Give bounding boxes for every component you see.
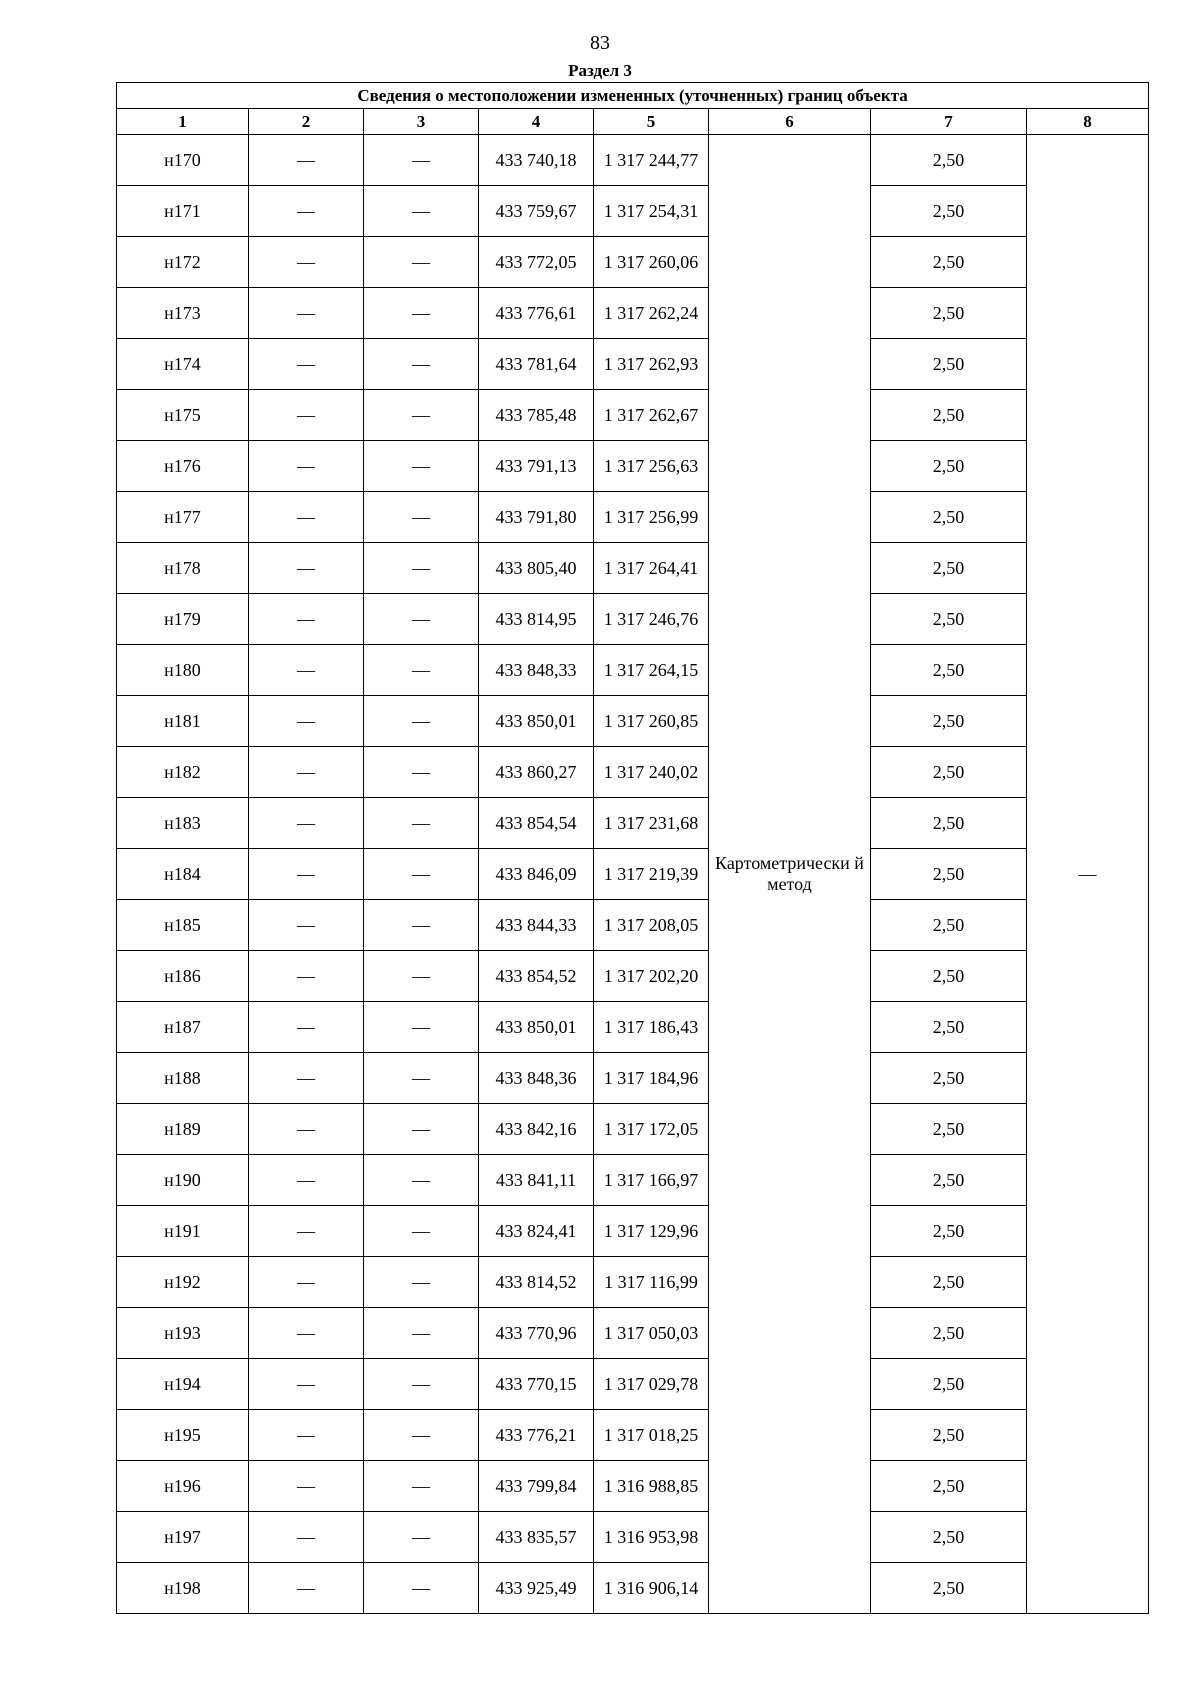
- col2-cell: —: [249, 798, 364, 849]
- accuracy-cell: 2,50: [871, 594, 1027, 645]
- accuracy-cell: 2,50: [871, 1104, 1027, 1155]
- accuracy-cell: 2,50: [871, 645, 1027, 696]
- y-coordinate-cell: 1 317 186,43: [594, 1002, 709, 1053]
- table-row: [117, 543, 1149, 594]
- col2-cell: —: [249, 1206, 364, 1257]
- point-cell: н175: [117, 390, 249, 441]
- x-coordinate-cell: 433 772,05: [479, 237, 594, 288]
- col2-cell: —: [249, 543, 364, 594]
- point-cell: н193: [117, 1308, 249, 1359]
- x-coordinate-cell: 433 925,49: [479, 1563, 594, 1614]
- col3-cell: —: [364, 900, 479, 951]
- table-row: [117, 288, 1149, 339]
- table-row: [117, 237, 1149, 288]
- x-coordinate-cell: 433 841,11: [479, 1155, 594, 1206]
- col2-cell: —: [249, 1155, 364, 1206]
- column-number: 7: [871, 109, 1027, 135]
- x-coordinate-cell: 433 854,54: [479, 798, 594, 849]
- col3-cell: —: [364, 798, 479, 849]
- y-coordinate-cell: 1 317 260,06: [594, 237, 709, 288]
- table-row: [117, 1002, 1149, 1053]
- col3-cell: —: [364, 849, 479, 900]
- col2-cell: —: [249, 390, 364, 441]
- y-coordinate-cell: 1 317 184,96: [594, 1053, 709, 1104]
- col3-cell: —: [364, 1461, 479, 1512]
- y-coordinate-cell: 1 317 254,31: [594, 186, 709, 237]
- point-cell: н185: [117, 900, 249, 951]
- point-cell: н179: [117, 594, 249, 645]
- col3-cell: —: [364, 696, 479, 747]
- col2-cell: —: [249, 849, 364, 900]
- col3-cell: —: [364, 1002, 479, 1053]
- point-cell: н171: [117, 186, 249, 237]
- accuracy-cell: 2,50: [871, 1512, 1027, 1563]
- y-coordinate-cell: 1 317 231,68: [594, 798, 709, 849]
- accuracy-cell: 2,50: [871, 135, 1027, 186]
- col3-cell: —: [364, 339, 479, 390]
- point-cell: н196: [117, 1461, 249, 1512]
- y-coordinate-cell: 1 317 244,77: [594, 135, 709, 186]
- column-number: 6: [709, 109, 871, 135]
- x-coordinate-cell: 433 814,52: [479, 1257, 594, 1308]
- y-coordinate-cell: 1 317 262,24: [594, 288, 709, 339]
- table-row: [117, 135, 1149, 186]
- col2-cell: —: [249, 1104, 364, 1155]
- accuracy-cell: 2,50: [871, 492, 1027, 543]
- table-row: [117, 951, 1149, 1002]
- y-coordinate-cell: 1 317 029,78: [594, 1359, 709, 1410]
- point-cell: н172: [117, 237, 249, 288]
- table-row: [117, 900, 1149, 951]
- point-cell: н192: [117, 1257, 249, 1308]
- col2-cell: —: [249, 1461, 364, 1512]
- accuracy-cell: 2,50: [871, 1359, 1027, 1410]
- x-coordinate-cell: 433 785,48: [479, 390, 594, 441]
- accuracy-cell: 2,50: [871, 1308, 1027, 1359]
- method-cell: Картометрически й метод: [709, 135, 871, 1614]
- column-number: 5: [594, 109, 709, 135]
- accuracy-cell: 2,50: [871, 1257, 1027, 1308]
- point-cell: н198: [117, 1563, 249, 1614]
- col2-cell: —: [249, 1410, 364, 1461]
- y-coordinate-cell: 1 316 988,85: [594, 1461, 709, 1512]
- col2-cell: —: [249, 492, 364, 543]
- point-cell: н186: [117, 951, 249, 1002]
- x-coordinate-cell: 433 770,15: [479, 1359, 594, 1410]
- y-coordinate-cell: 1 317 262,67: [594, 390, 709, 441]
- point-cell: н180: [117, 645, 249, 696]
- x-coordinate-cell: 433 759,67: [479, 186, 594, 237]
- col3-cell: —: [364, 1206, 479, 1257]
- col8-cell: —: [1027, 135, 1149, 1614]
- table-row: [117, 1308, 1149, 1359]
- y-coordinate-cell: 1 317 018,25: [594, 1410, 709, 1461]
- x-coordinate-cell: 433 791,80: [479, 492, 594, 543]
- y-coordinate-cell: 1 317 256,99: [594, 492, 709, 543]
- col3-cell: —: [364, 1563, 479, 1614]
- point-cell: н177: [117, 492, 249, 543]
- y-coordinate-cell: 1 317 260,85: [594, 696, 709, 747]
- y-coordinate-cell: 1 317 240,02: [594, 747, 709, 798]
- table-row: [117, 1410, 1149, 1461]
- point-cell: н191: [117, 1206, 249, 1257]
- accuracy-cell: 2,50: [871, 390, 1027, 441]
- accuracy-cell: 2,50: [871, 951, 1027, 1002]
- y-coordinate-cell: 1 317 129,96: [594, 1206, 709, 1257]
- point-cell: н181: [117, 696, 249, 747]
- col3-cell: —: [364, 288, 479, 339]
- accuracy-cell: 2,50: [871, 1461, 1027, 1512]
- col3-cell: —: [364, 237, 479, 288]
- col2-cell: —: [249, 696, 364, 747]
- column-number: 1: [117, 109, 249, 135]
- y-coordinate-cell: 1 317 202,20: [594, 951, 709, 1002]
- point-cell: н194: [117, 1359, 249, 1410]
- table-caption: Сведения о местоположении измененных (уточненных) границ объекта: [117, 83, 1149, 109]
- col2-cell: —: [249, 288, 364, 339]
- accuracy-cell: 2,50: [871, 186, 1027, 237]
- table-row: [117, 849, 1149, 900]
- section-title: Раздел 3: [568, 61, 632, 80]
- x-coordinate-cell: 433 770,96: [479, 1308, 594, 1359]
- table-row: [117, 339, 1149, 390]
- col3-cell: —: [364, 951, 479, 1002]
- point-cell: н190: [117, 1155, 249, 1206]
- table-row: [117, 1257, 1149, 1308]
- point-cell: н170: [117, 135, 249, 186]
- point-cell: н182: [117, 747, 249, 798]
- x-coordinate-cell: 433 781,64: [479, 339, 594, 390]
- x-coordinate-cell: 433 740,18: [479, 135, 594, 186]
- col3-cell: —: [364, 186, 479, 237]
- col2-cell: —: [249, 1359, 364, 1410]
- y-coordinate-cell: 1 317 219,39: [594, 849, 709, 900]
- table-row: [117, 1359, 1149, 1410]
- col3-cell: —: [364, 1155, 479, 1206]
- x-coordinate-cell: 433 844,33: [479, 900, 594, 951]
- col3-cell: —: [364, 645, 479, 696]
- table-row: [117, 390, 1149, 441]
- col3-cell: —: [364, 1410, 479, 1461]
- y-coordinate-cell: 1 317 116,99: [594, 1257, 709, 1308]
- col3-cell: —: [364, 1308, 479, 1359]
- point-cell: н188: [117, 1053, 249, 1104]
- col2-cell: —: [249, 1563, 364, 1614]
- x-coordinate-cell: 433 850,01: [479, 1002, 594, 1053]
- table-row: [117, 696, 1149, 747]
- table-row: [117, 747, 1149, 798]
- y-coordinate-cell: 1 317 172,05: [594, 1104, 709, 1155]
- column-number-row: [117, 109, 1149, 135]
- accuracy-cell: 2,50: [871, 900, 1027, 951]
- accuracy-cell: 2,50: [871, 1155, 1027, 1206]
- x-coordinate-cell: 433 835,57: [479, 1512, 594, 1563]
- point-cell: н174: [117, 339, 249, 390]
- col2-cell: —: [249, 135, 364, 186]
- x-coordinate-cell: 433 776,61: [479, 288, 594, 339]
- x-coordinate-cell: 433 805,40: [479, 543, 594, 594]
- col2-cell: —: [249, 900, 364, 951]
- column-number: 2: [249, 109, 364, 135]
- col3-cell: —: [364, 390, 479, 441]
- table-row: [117, 1512, 1149, 1563]
- y-coordinate-cell: 1 317 264,41: [594, 543, 709, 594]
- accuracy-cell: 2,50: [871, 798, 1027, 849]
- column-number: 3: [364, 109, 479, 135]
- x-coordinate-cell: 433 854,52: [479, 951, 594, 1002]
- x-coordinate-cell: 433 814,95: [479, 594, 594, 645]
- col2-cell: —: [249, 339, 364, 390]
- column-number: 8: [1027, 109, 1149, 135]
- table-row: [117, 1104, 1149, 1155]
- boundary-points-table: [116, 82, 1149, 1614]
- col2-cell: —: [249, 1308, 364, 1359]
- accuracy-cell: 2,50: [871, 1053, 1027, 1104]
- table-row: [117, 1155, 1149, 1206]
- x-coordinate-cell: 433 791,13: [479, 441, 594, 492]
- table-caption-row: [117, 83, 1149, 109]
- col3-cell: —: [364, 441, 479, 492]
- x-coordinate-cell: 433 842,16: [479, 1104, 594, 1155]
- col2-cell: —: [249, 951, 364, 1002]
- point-cell: н176: [117, 441, 249, 492]
- y-coordinate-cell: 1 317 050,03: [594, 1308, 709, 1359]
- point-cell: н195: [117, 1410, 249, 1461]
- col2-cell: —: [249, 594, 364, 645]
- col2-cell: —: [249, 441, 364, 492]
- table-row: [117, 1206, 1149, 1257]
- col3-cell: —: [364, 594, 479, 645]
- accuracy-cell: 2,50: [871, 696, 1027, 747]
- table-row: [117, 645, 1149, 696]
- x-coordinate-cell: 433 799,84: [479, 1461, 594, 1512]
- accuracy-cell: 2,50: [871, 237, 1027, 288]
- table-row: [117, 1053, 1149, 1104]
- col2-cell: —: [249, 747, 364, 798]
- y-coordinate-cell: 1 317 208,05: [594, 900, 709, 951]
- table-row: [117, 441, 1149, 492]
- accuracy-cell: 2,50: [871, 1563, 1027, 1614]
- accuracy-cell: 2,50: [871, 543, 1027, 594]
- col3-cell: —: [364, 1053, 479, 1104]
- accuracy-cell: 2,50: [871, 1002, 1027, 1053]
- col3-cell: —: [364, 747, 479, 798]
- accuracy-cell: 2,50: [871, 441, 1027, 492]
- page-number: 83: [590, 32, 610, 54]
- point-cell: н189: [117, 1104, 249, 1155]
- table-row: [117, 594, 1149, 645]
- col2-cell: —: [249, 186, 364, 237]
- column-number: 4: [479, 109, 594, 135]
- accuracy-cell: 2,50: [871, 339, 1027, 390]
- x-coordinate-cell: 433 846,09: [479, 849, 594, 900]
- accuracy-cell: 2,50: [871, 1410, 1027, 1461]
- col3-cell: —: [364, 1104, 479, 1155]
- accuracy-cell: 2,50: [871, 288, 1027, 339]
- col3-cell: —: [364, 1257, 479, 1308]
- col2-cell: —: [249, 645, 364, 696]
- accuracy-cell: 2,50: [871, 747, 1027, 798]
- table-row: [117, 1563, 1149, 1614]
- x-coordinate-cell: 433 824,41: [479, 1206, 594, 1257]
- point-cell: н173: [117, 288, 249, 339]
- table-row: [117, 798, 1149, 849]
- point-cell: н184: [117, 849, 249, 900]
- y-coordinate-cell: 1 316 953,98: [594, 1512, 709, 1563]
- col3-cell: —: [364, 1359, 479, 1410]
- point-cell: н183: [117, 798, 249, 849]
- col2-cell: —: [249, 1002, 364, 1053]
- col2-cell: —: [249, 1512, 364, 1563]
- col3-cell: —: [364, 1512, 479, 1563]
- table-row: [117, 1461, 1149, 1512]
- x-coordinate-cell: 433 850,01: [479, 696, 594, 747]
- y-coordinate-cell: 1 317 256,63: [594, 441, 709, 492]
- point-cell: н187: [117, 1002, 249, 1053]
- x-coordinate-cell: 433 776,21: [479, 1410, 594, 1461]
- x-coordinate-cell: 433 860,27: [479, 747, 594, 798]
- col2-cell: —: [249, 1053, 364, 1104]
- col2-cell: —: [249, 1257, 364, 1308]
- accuracy-cell: 2,50: [871, 1206, 1027, 1257]
- y-coordinate-cell: 1 317 166,97: [594, 1155, 709, 1206]
- col3-cell: —: [364, 543, 479, 594]
- col3-cell: —: [364, 135, 479, 186]
- y-coordinate-cell: 1 317 246,76: [594, 594, 709, 645]
- col3-cell: —: [364, 492, 479, 543]
- x-coordinate-cell: 433 848,33: [479, 645, 594, 696]
- col2-cell: —: [249, 237, 364, 288]
- table-row: [117, 492, 1149, 543]
- point-cell: н197: [117, 1512, 249, 1563]
- point-cell: н178: [117, 543, 249, 594]
- x-coordinate-cell: 433 848,36: [479, 1053, 594, 1104]
- y-coordinate-cell: 1 317 262,93: [594, 339, 709, 390]
- accuracy-cell: 2,50: [871, 849, 1027, 900]
- y-coordinate-cell: 1 317 264,15: [594, 645, 709, 696]
- table-row: [117, 186, 1149, 237]
- y-coordinate-cell: 1 316 906,14: [594, 1563, 709, 1614]
